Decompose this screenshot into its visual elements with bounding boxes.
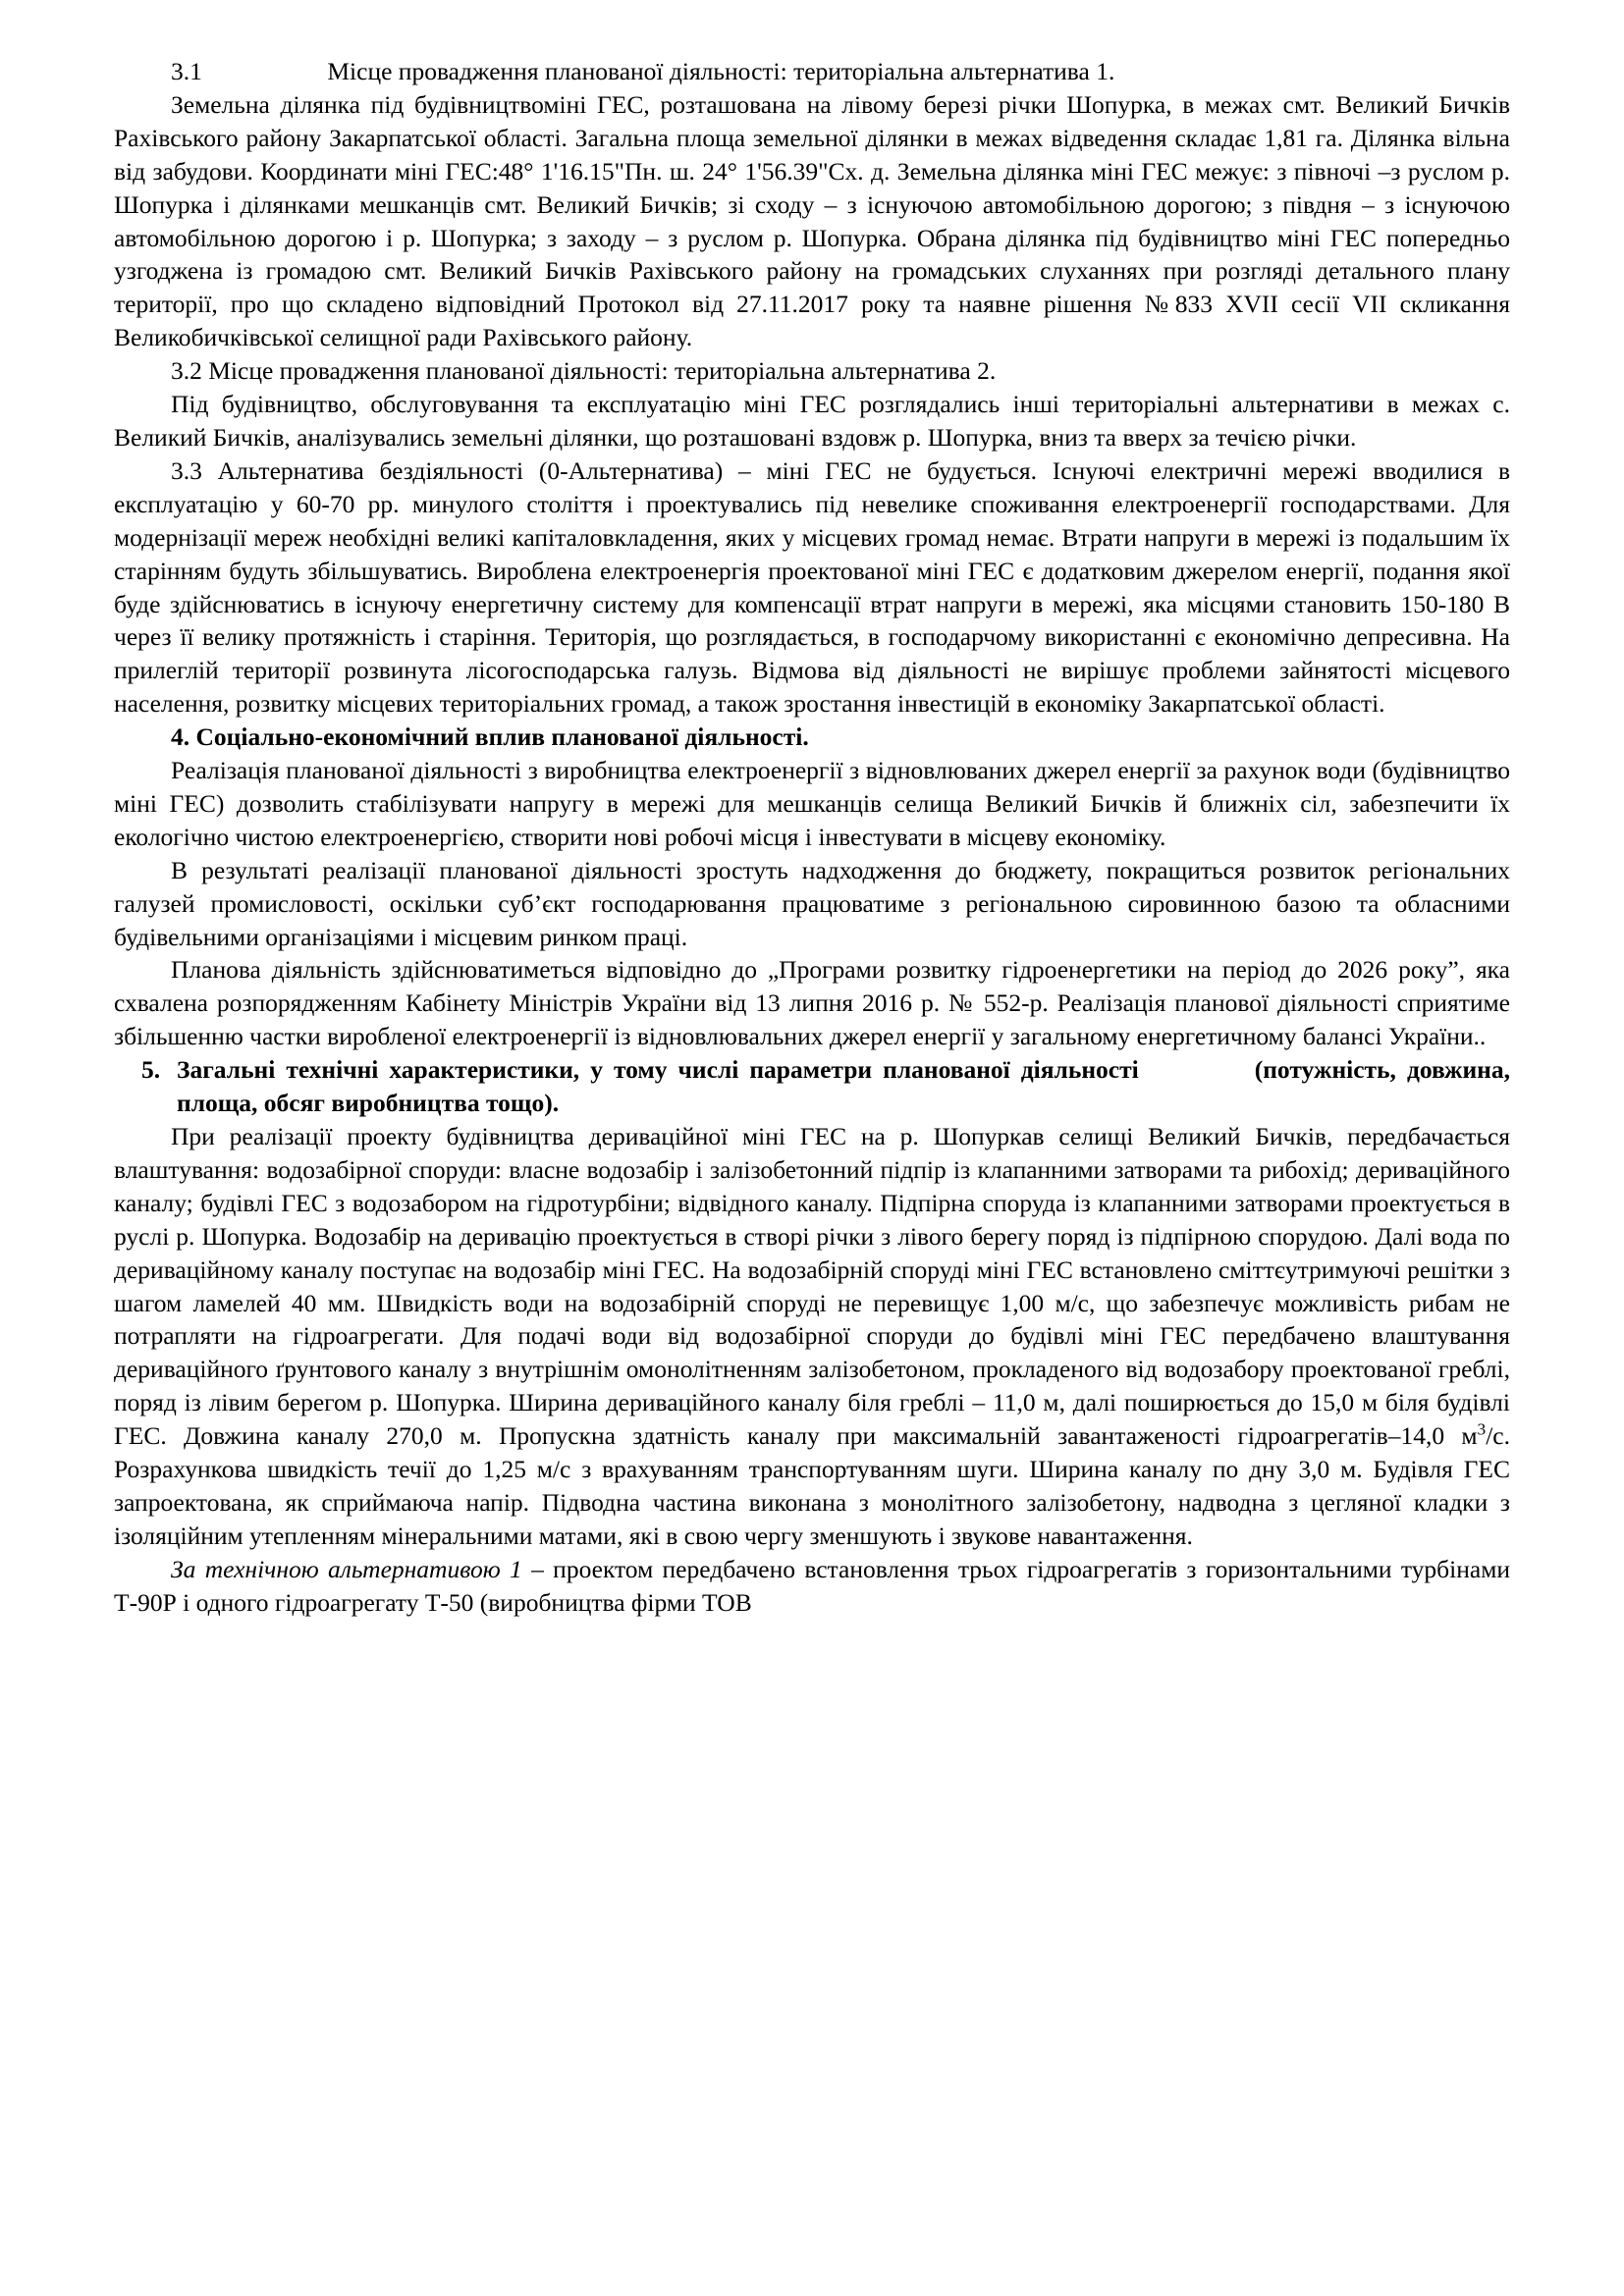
section-3-2-paragraph: 3.2 Місце провадження планованої діяльності: територіальна альтернатива 2.	[171, 356, 997, 386]
technical-alternative-1-paragraph	[114, 1553, 1510, 1620]
cubic-meter-superscript: 3	[1477, 1419, 1487, 1439]
section-3-1-heading: 3.1 Місце провадження планованої діяльності: територіальна альтернатива 1.	[171, 57, 1115, 85]
technical-alternative-1-text: – проектом передбачено встановлення трьох гідроагрегатів з горизонтальними турбінами Т-90Р і одного гідроагрегату Т-50 (виробництва фірми ТОВ	[114, 1554, 1510, 1617]
section-5-heading-list	[114, 1053, 1510, 1120]
section-5-heading-item	[114, 1053, 1510, 1120]
section-4-paragraph-3: Планова діяльність здійснюватиметься відповідно до „Програми розвитку гідроенергетики на період до 2026 року”, яка схвалена розпорядженням Кабінету Міністрів України від 13 липня 2016 р. № 552-р. Реалізація планової діяльності сприятиме збільшенню частки виробленої електроенергії із відновлювальних джерел енергії у загальному енергетичному балансі України..	[114, 955, 1510, 1051]
section-3-2-body-paragraph: Під будівництво, обслуговування та експлуатацію міні ГЕС розглядались інші територіальні альтернативи в межах с. Великий Бичків, аналізувались земельні ділянки, що розташовані вздовж р. Шопурка, вниз та вверх за течією річки.	[114, 390, 1510, 452]
section-5-marker: 5.	[141, 1055, 161, 1085]
section-3-1-paragraph: Земельна ділянка під будівництвоміні ГЕС, розташована на лівому березі річки Шопурка, в межах смт. Великий Бичків Рахівського району Закарпатської області. Загальна площа земельної ділянки в межах відведення складає 1,81 га. Ділянка вільна від забудови. Координати міні ГЕС:48° 1'16.15"Пн. ш. 24° 1'56.39"Сх. д. Земельна ділянка міні ГЕС межує: з півночі –з руслом р. Шопурка і ділянками мешканців смт. Великий Бичків; зі сходу – з існуючою автомобільною дорогою; з півдня – з існуючою автомобільною дорогою і р. Шопурка; з заходу – з руслом р. Шопурка. Обрана ділянка під будівництво міні ГЕС попередньо узгоджена із громадою смт. Великий Бичків Рахівського району на громадських слуханнях при розгляді детального плану території, про що складено відповідний Протокол від 27.11.2017 року та наявне рішення №833 XVII сесії VII скликання Великобичківської селищної ради Рахівського району.	[114, 89, 1510, 352]
technical-alternative-1-label: За технічною альтернативою 1	[171, 1554, 522, 1583]
section-3-3-paragraph: 3.3 Альтернатива бездіяльності (0-Альтернатива) – міні ГЕС не будується. Існуючі електричні мережі вводилися в експлуатацію у 60-70 рр. минулого століття і проектувались під невелике споживання електроенергії господарствами. Для модернізації мереж необхідні великі капіталовкладення, яких у місцевих громад немає. Втрати напруги в мережі із подальшим їх старінням будуть збільшуватись. Вироблена електроенергія проектованої міні ГЕС є додатковим джерелом енергії, подання якої буде здійснюватись в існуючу енергетичну систему для компенсації втрат напруги в мережі, яка місцями становить 150-180 В через її велику протяжність і старіння. Територія, що розглядається, в господарчому використанні є економічно депресивна. На прилеглій території розвинута лісогосподарська галузь. Відмова від діяльності не вирішує проблеми зайнятості місцевого населення, розвитку місцевих територіальних громад, а також зростання інвестицій в економіку Закарпатської області.	[114, 455, 1510, 719]
section-5-heading-line-1: Загальні технічні характеристики, у тому числі параметри планованої діяльності	[177, 1055, 1139, 1085]
section-4-heading: 4. Соціально-економічний вплив планованої діяльності.	[171, 722, 809, 752]
document-body	[114, 55, 1510, 1620]
section-5-paragraph-1-part-1: При реалізації проекту будівництва дериваційної міні ГЕС на р. Шопуркав селищі Великий Бичків, передбачається влаштування: водозабірної споруди: власне водозабір і залізобетонний підпір із клапанними затворами та рибохід; дериваційного каналу; будівлі ГЕС з водозабором на гідротурбіни; відвідного каналу. Підпірна споруда із клапанними затворами проектується в руслі р. Шопурка. Водозабір на деривацію проектується в створі річки з лівого берегу поряд із підпірною спорудою. Далі вода по дериваційному каналу поступає на водозабір міні ГЕС. На водозабірній споруді міні ГЕС встановлено сміттєутримуючі решітки з шагом ламелей 40 мм. Швидкість води на водозабірній споруді не перевищує 1,00 м/с, що забезпечує можливість рибам не потрапляти на гідроагрегати. Для подачі води від водозабірної споруди до будівлі міні ГЕС передбачено влаштування дериваційного ґрунтового каналу з внутрішнім омонолітненням залізобетоном, прокладеного від водозабору проектованої греблі, поряд із лівим берегом р. Шопурка. Ширина дериваційного каналу біля греблі – 11,0 м, далі поширюється до 15,0 м біля будівлі ГЕС. Довжина каналу 270,0 м. Пропускна здатність каналу при максимальній завантаженості гідроагрегатів–14,0 м	[114, 1122, 1510, 1451]
section-4-paragraph-2: В результаті реалізації планованої діяльності зростуть надходження до бюджету, покращиться розвиток регіональних галузей промисловості, оскільки суб’єкт господарювання працюватиме з регіональною сировинною базою та обласними будівельними організаціями і місцевим ринком праці.	[114, 855, 1510, 951]
section-5-paragraph-1	[114, 1120, 1510, 1553]
section-5-heading-line-2: (потужність, довжина, площа, обсяг виробництва тощо).	[177, 1055, 1510, 1118]
section-5-paragraph-1-part-2: /с. Розрахункова швидкість течії до 1,25 м/с з врахуванням транспортуванням шуги. Ширина каналу по дну 3,0 м. Будівля ГЕС запроектована, як сприймаюча напір. Підводна частина виконана з монолітного залізобетону, надводна з цегляної кладки з ізоляційним утепленням мінеральними матами, які в свою чергу зменшують і звукове навантаження.	[114, 1421, 1510, 1550]
section-4-paragraph-1: Реалізація планованої діяльності з виробництва електроенергії з відновлюваних джерел енергії за рахунок води (будівництво міні ГЕС) дозволить стабілізувати напругу в мережі для мешканців селища Великий Бичків й ближніх сіл, забезпечити їх екологічно чистою електроенергією, створити нові робочі місця і інвестувати в місцеву економіку.	[114, 756, 1510, 851]
